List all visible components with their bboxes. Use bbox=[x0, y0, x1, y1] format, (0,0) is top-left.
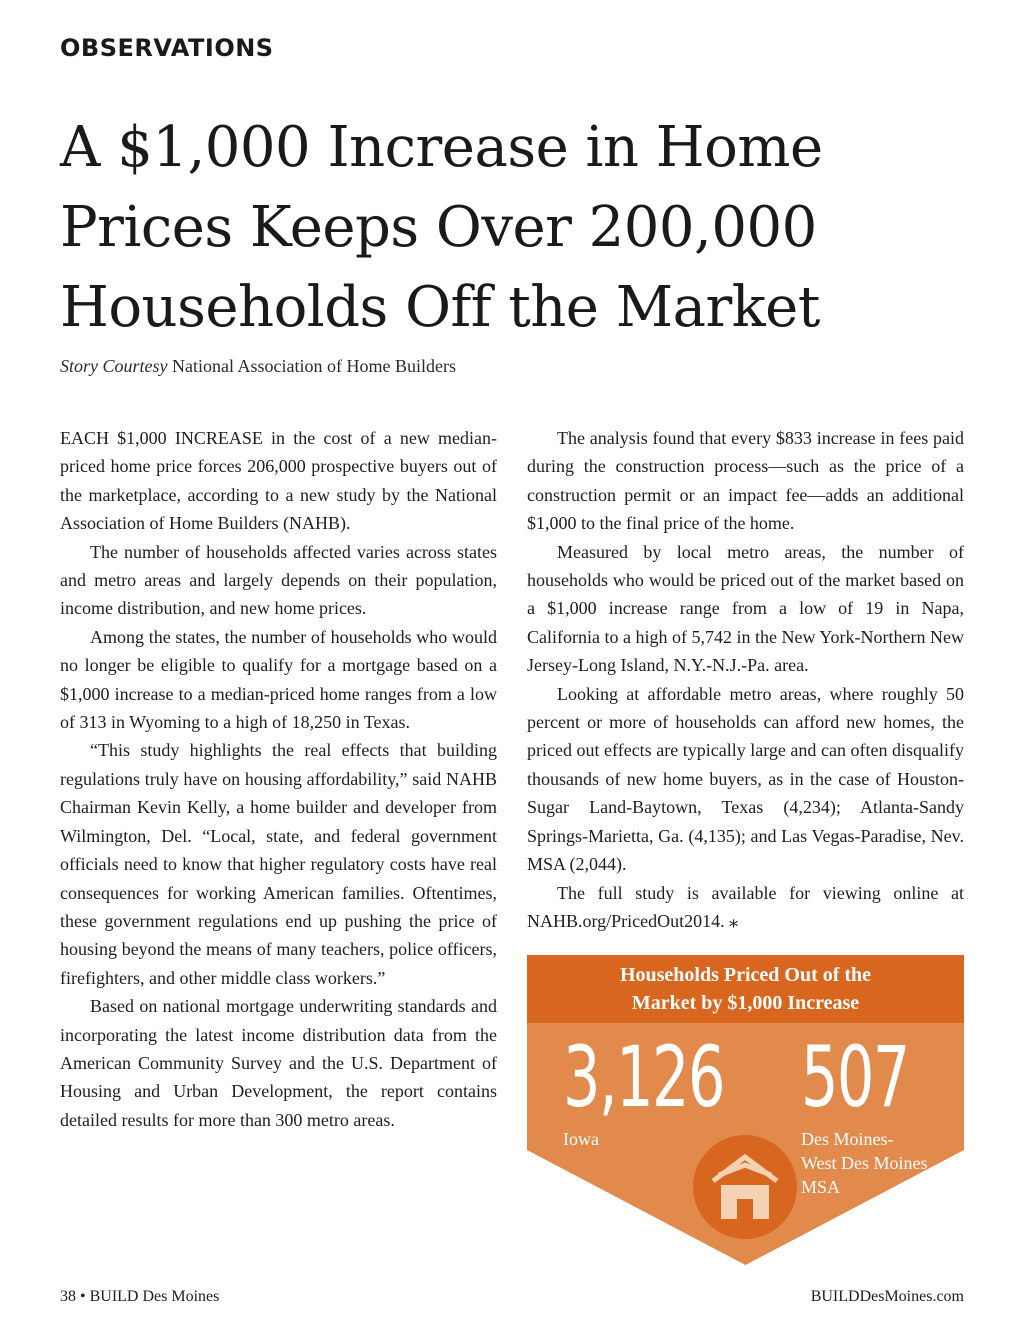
headline-line: A $1,000 Increase in Home bbox=[60, 115, 823, 180]
stat-value-iowa: 3,126 bbox=[563, 1028, 724, 1126]
paragraph: “This study highlights the real effects that building regulations truly have on housing affordability,” said NAHB Chairman Kevin Kelly, a home builder and developer from Wilmington, Del. “Local, state, and federal government officials need to know that higher regulatory costs have real consequences for working American families. Oftentimes, these government regulations end up pushing the price of housing beyond the means of many teachers, police officers, firefighters, and other middle class workers.” bbox=[60, 740, 497, 988]
stat-label-line: Des Moines- bbox=[801, 1129, 894, 1149]
stat-value-msa: 507 bbox=[801, 1028, 909, 1126]
paragraph: The analysis found that every $833 increase in fees paid during the construction process—such as the price of a construction permit or an impact fee—adds an additional $1,000 to the final price of the home. bbox=[527, 428, 964, 534]
infographic-title-line: Households Priced Out of the bbox=[619, 964, 872, 986]
infographic bbox=[527, 955, 964, 1265]
stat-label-iowa: Iowa bbox=[563, 1129, 599, 1149]
paragraph: Looking at affordable metro areas, where roughly 50 percent or more of households can afford new homes, the priced out effects are typically large and can often disqualify thousands of new home buyers, as in the case of Houston-Sugar Land-Baytown, Texas (4,234); Atlanta-Sandy Springs-Marietta, Ga. (4,135); and Las Vegas-Paradise, Nev. MSA (2,044). bbox=[527, 683, 964, 875]
footer-page-info: 38 • BUILD Des Moines bbox=[60, 1288, 220, 1305]
infographic-title bbox=[527, 961, 964, 1017]
headline bbox=[60, 108, 960, 348]
stat-label-msa bbox=[801, 1127, 961, 1199]
paragraph: Among the states, the number of households who would no longer be eligible to qualify for a mortgage based on a $1,000 increase to a median-priced home ranges from a low of 313 in Wyoming to a high of 18,250 in Texas. bbox=[60, 626, 497, 733]
infographic-title-line: Market by $1,000 Increase bbox=[631, 992, 860, 1014]
paragraph: Based on national mortgage underwriting standards and incorporating the latest income distribution data from the American Community Survey and the U.S. Department of Housing and Urban Development, the report contains detailed results for more than 300 metro areas. bbox=[60, 996, 497, 1130]
byline bbox=[60, 356, 456, 377]
footer-website: BUILDDesMoines.com bbox=[810, 1288, 964, 1305]
paragraph: The full study is available for viewing online at NAHB.org/PricedOut2014. ⁎ bbox=[527, 882, 964, 931]
stat-label-line: West Des Moines bbox=[801, 1153, 928, 1173]
headline-line: Households Off the Market bbox=[60, 275, 820, 340]
article-right-column bbox=[527, 424, 964, 935]
paragraph: Measured by local metro areas, the number of households who would be priced out of the market based on a $1,000 increase range from a low of 19 in Napa, California to a high of 5,742 in the New York-Northern New Jersey-Long Island, N.Y.-N.J.-Pa. area. bbox=[527, 541, 964, 676]
house-icon bbox=[693, 1135, 797, 1239]
byline-source: National Association of Home Builders bbox=[172, 356, 456, 376]
paragraph: EACH $1,000 INCREASE in the cost of a new median-priced home price forces 206,000 prospective buyers out of the marketplace, according to a new study by the National Association of Home Builders (NAHB). bbox=[60, 428, 497, 534]
section-label: OBSERVATIONS bbox=[60, 34, 274, 62]
paragraph: The number of households affected varies across states and metro areas and largely depends on their population, income distribution, and new home prices. bbox=[60, 541, 497, 619]
article-left-column bbox=[60, 424, 497, 1134]
byline-prefix: Story Courtesy bbox=[60, 356, 168, 376]
stat-label-line: MSA bbox=[801, 1177, 841, 1197]
headline-line: Prices Keeps Over 200,000 bbox=[60, 195, 817, 260]
